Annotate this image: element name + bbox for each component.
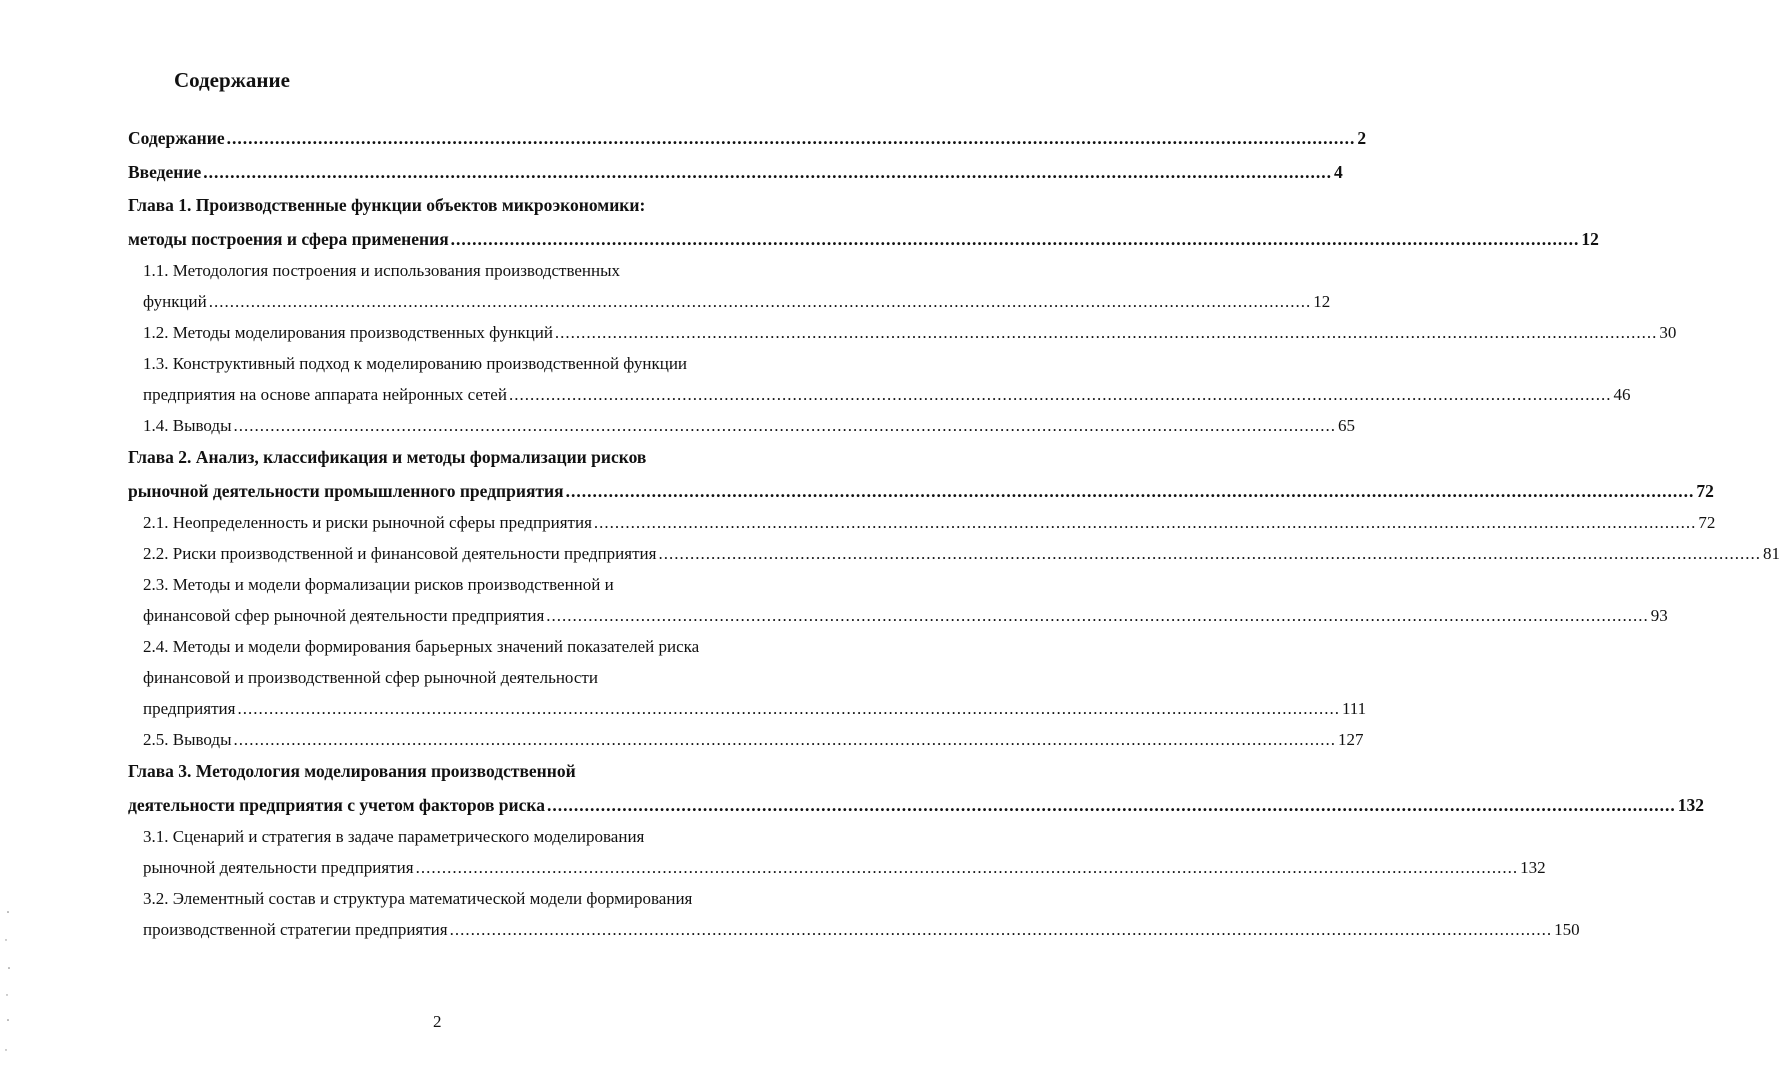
leader-dots: .................................................................................................................................................................................................................. — [554, 323, 1658, 342]
toc-entry[interactable] — [143, 543, 1780, 565]
toc-subsection-line — [143, 574, 754, 596]
toc-entry-title: производственной стратегии предприятия — [143, 920, 448, 939]
toc-entry-page: 12 — [1313, 292, 1331, 311]
toc-entry[interactable] — [128, 127, 1367, 149]
scan-specks — [0, 900, 20, 1080]
toc-entry[interactable] — [143, 919, 1580, 941]
toc-entry-page: 127 — [1338, 730, 1364, 749]
leader-dots: .................................................................................................................................................................................................................. — [233, 416, 1337, 435]
leader-dots: .................................................................................................................................................................................................................. — [508, 385, 1612, 404]
toc-entry-title: Введение — [128, 162, 202, 182]
toc-entry-title-line1: 1.1. Методология построения и использования производственных — [143, 261, 621, 280]
toc-entry-title-line1: 2.4. Методы и модели формирования барьерных значений показателей риска — [143, 637, 700, 656]
toc-entry[interactable] — [143, 415, 1356, 437]
leader-dots: .................................................................................................................................................................................................................. — [415, 858, 1519, 877]
leader-dots: .................................................................................................................................................................................................................. — [593, 513, 1697, 532]
toc-subsection-line — [143, 636, 754, 658]
leader-dots: .................................................................................................................................................................................................................. — [658, 544, 1761, 563]
toc-entry-page: 150 — [1554, 920, 1580, 939]
scan-speck — [5, 1049, 6, 1050]
toc-entry-page: 72 — [1696, 481, 1714, 501]
toc-subsection-line — [143, 353, 754, 375]
toc-entry-title: 1.4. Выводы — [143, 416, 232, 435]
toc-subsection-line — [143, 260, 754, 282]
toc-entry-title-line1: Глава 2. Анализ, классификация и методы формализации рисков — [128, 447, 647, 467]
toc-entry-title-line1: Глава 3. Методология моделирования производственной — [128, 761, 576, 781]
scan-speck — [6, 994, 7, 995]
toc-subsection-line — [143, 667, 754, 689]
toc-entry-page: 2 — [1357, 128, 1367, 148]
toc-entry-page: 72 — [1698, 513, 1716, 532]
page-title: Содержание — [174, 68, 290, 92]
toc-entry-page: 93 — [1650, 606, 1668, 625]
toc-entry-title: рыночной деятельности промышленного предприятия — [128, 481, 564, 501]
toc-entry-page: 132 — [1677, 795, 1704, 815]
scan-speck — [8, 967, 10, 969]
leader-dots: .................................................................................................................................................................................................................. — [546, 606, 1649, 625]
toc-entry-page: 111 — [1341, 699, 1367, 718]
toc-entry-title: Содержание — [128, 128, 225, 148]
toc-entry-title: предприятия — [143, 699, 236, 718]
toc-entry-page: 81 — [1762, 544, 1780, 563]
toc-entry-page: 132 — [1520, 858, 1546, 877]
leader-dots: .................................................................................................................................................................................................................. — [233, 730, 1337, 749]
toc-entry-page: 12 — [1581, 229, 1599, 249]
leader-dots: .................................................................................................................................................................................................................. — [449, 920, 1553, 939]
toc-entry[interactable] — [143, 291, 1331, 313]
leader-dots: .................................................................................................................................................................................................................. — [546, 795, 1676, 815]
toc-entry-title: финансовой сфер рыночной деятельности предприятия — [143, 606, 545, 625]
toc-entry-title-line1: 3.1. Сценарий и стратегия в задаче параметрического моделирования — [143, 827, 645, 846]
toc-entry-page: 65 — [1338, 416, 1356, 435]
toc-chapter-line — [128, 194, 754, 216]
leader-dots: .................................................................................................................................................................................................................. — [203, 162, 1332, 182]
toc-entry-title-line2: финансовой и производственной сфер рыночной деятельности — [143, 668, 598, 687]
toc-entry-title: методы построения и сфера применения — [128, 229, 449, 249]
toc-entry-page: 4 — [1333, 162, 1343, 182]
toc-entry[interactable] — [143, 857, 1546, 879]
toc-chapter-line — [128, 446, 754, 468]
toc-entry-page: 30 — [1659, 323, 1677, 342]
scan-speck — [5, 939, 6, 940]
leader-dots: .................................................................................................................................................................................................................. — [226, 128, 1356, 148]
toc-entry[interactable] — [143, 384, 1631, 406]
toc-entry[interactable] — [143, 322, 1677, 344]
toc-chapter-line — [128, 760, 754, 782]
toc-entry-title: предприятия на основе аппарата нейронных сетей — [143, 385, 507, 404]
toc-entry-title: 2.1. Неопределенность и риски рыночной сферы предприятия — [143, 513, 592, 532]
toc-entry[interactable] — [128, 480, 1714, 502]
toc-entry[interactable] — [143, 729, 1364, 751]
scan-speck — [7, 1019, 9, 1021]
toc-entry[interactable] — [143, 605, 1668, 627]
toc-entry[interactable] — [143, 698, 1367, 720]
toc-entry-title-line1: Глава 1. Производственные функции объектов микроэкономики: — [128, 195, 646, 215]
leader-dots: .................................................................................................................................................................................................................. — [450, 229, 1580, 249]
toc-entry[interactable] — [143, 512, 1716, 534]
toc-entry-title-line1: 3.2. Элементный состав и структура математической модели формирования — [143, 889, 693, 908]
toc-entry-title: функций — [143, 292, 207, 311]
toc-entry[interactable] — [128, 228, 1599, 250]
toc-subsection-line — [143, 826, 754, 848]
toc-subsection-line — [143, 888, 754, 910]
scan-speck — [7, 911, 9, 913]
toc-entry-title-line1: 2.3. Методы и модели формализации рисков производственной и — [143, 575, 614, 594]
page-number: 2 — [433, 1012, 442, 1031]
toc-entry-title: 2.5. Выводы — [143, 730, 232, 749]
toc-entry-title: рыночной деятельности предприятия — [143, 858, 414, 877]
toc-entry-title: 1.2. Методы моделирования производственных функций — [143, 323, 553, 342]
toc-entry[interactable] — [128, 794, 1704, 816]
toc-entry-title: 2.2. Риски производственной и финансовой деятельности предприятия — [143, 544, 657, 563]
toc-entry-page: 46 — [1613, 385, 1631, 404]
leader-dots: .................................................................................................................................................................................................................. — [208, 292, 1312, 311]
toc-entry-title: деятельности предприятия с учетом факторов риска — [128, 795, 545, 815]
toc-entry-title-line1: 1.3. Конструктивный подход к моделированию производственной функции — [143, 354, 688, 373]
leader-dots: .................................................................................................................................................................................................................. — [237, 699, 1340, 718]
toc-entry[interactable] — [128, 161, 1343, 183]
leader-dots: .................................................................................................................................................................................................................. — [565, 481, 1695, 501]
